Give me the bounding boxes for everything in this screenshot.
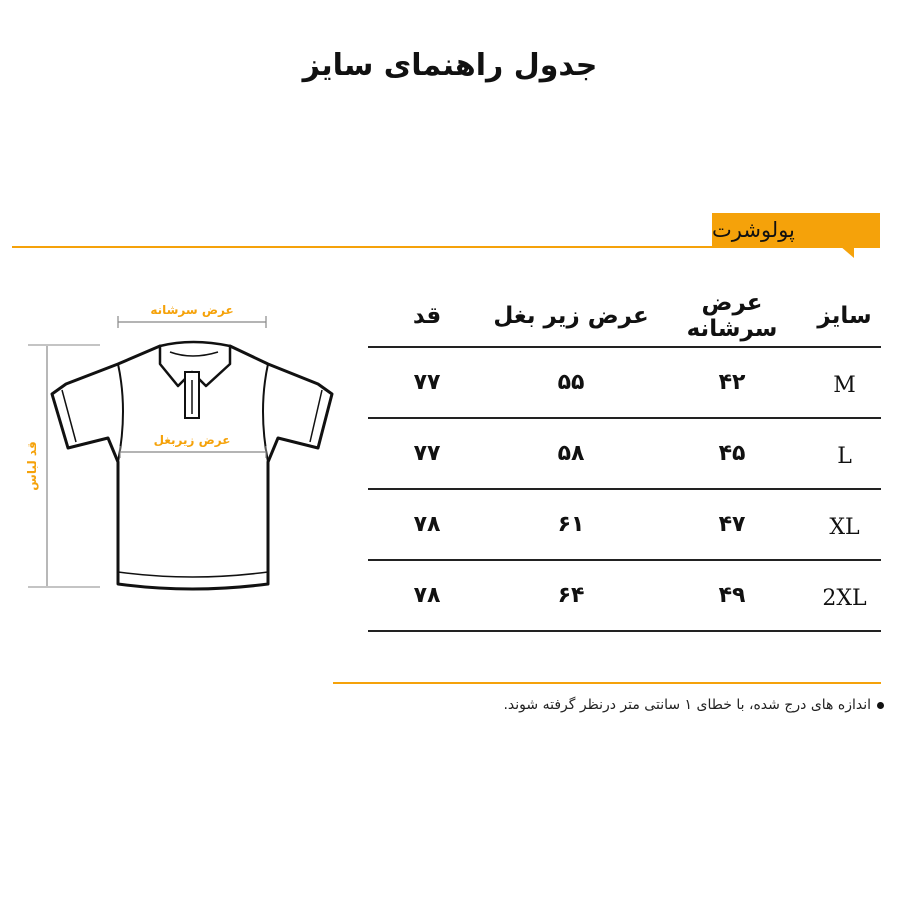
table-row <box>368 489 881 560</box>
section-divider <box>12 246 880 248</box>
size-cell: L <box>808 418 881 489</box>
table-row <box>368 347 881 418</box>
armpit-dimension-label: عرض زیربغل <box>153 433 231 447</box>
armpit-cell: ۶۴ <box>486 560 656 631</box>
header-size: سایز <box>808 286 881 347</box>
length-cell: ۷۸ <box>368 560 486 631</box>
section-tag-label: پولوشرت <box>712 217 795 242</box>
table-row <box>368 418 881 489</box>
size-cell: XL <box>808 489 881 560</box>
header-length: قد <box>368 286 486 347</box>
table-row <box>368 560 881 631</box>
bullet-icon <box>877 702 884 709</box>
size-cell: M <box>808 347 881 418</box>
shoulder-cell: ۴۹ <box>656 560 808 631</box>
note-text: اندازه های درج شده، با خطای ۱ سانتی متر درنظر گرفته شوند. <box>503 697 871 713</box>
polo-shirt-diagram <box>0 290 350 610</box>
footer-divider <box>333 682 881 684</box>
header-shoulder-width: عرض سرشانه <box>656 286 808 347</box>
header-armpit-width: عرض زیر بغل <box>486 286 656 347</box>
armpit-cell: ۵۸ <box>486 418 656 489</box>
shoulder-cell: ۴۲ <box>656 347 808 418</box>
shoulder-dimension-label: عرض سرشانه <box>150 303 234 317</box>
armpit-cell: ۵۵ <box>486 347 656 418</box>
length-cell: ۷۸ <box>368 489 486 560</box>
shoulder-cell: ۴۷ <box>656 489 808 560</box>
length-cell: ۷۷ <box>368 347 486 418</box>
size-cell: 2XL <box>808 560 881 631</box>
page-title: جدول راهنمای سایز <box>302 48 598 83</box>
shoulder-cell: ۴۵ <box>656 418 808 489</box>
section-tag-tail <box>840 246 854 258</box>
size-table <box>368 286 881 632</box>
measurement-note <box>324 697 884 713</box>
table-header-row <box>368 286 881 347</box>
length-cell: ۷۷ <box>368 418 486 489</box>
armpit-cell: ۶۱ <box>486 489 656 560</box>
length-dimension-label: قد لباس <box>25 441 39 491</box>
section-tag <box>712 213 880 246</box>
